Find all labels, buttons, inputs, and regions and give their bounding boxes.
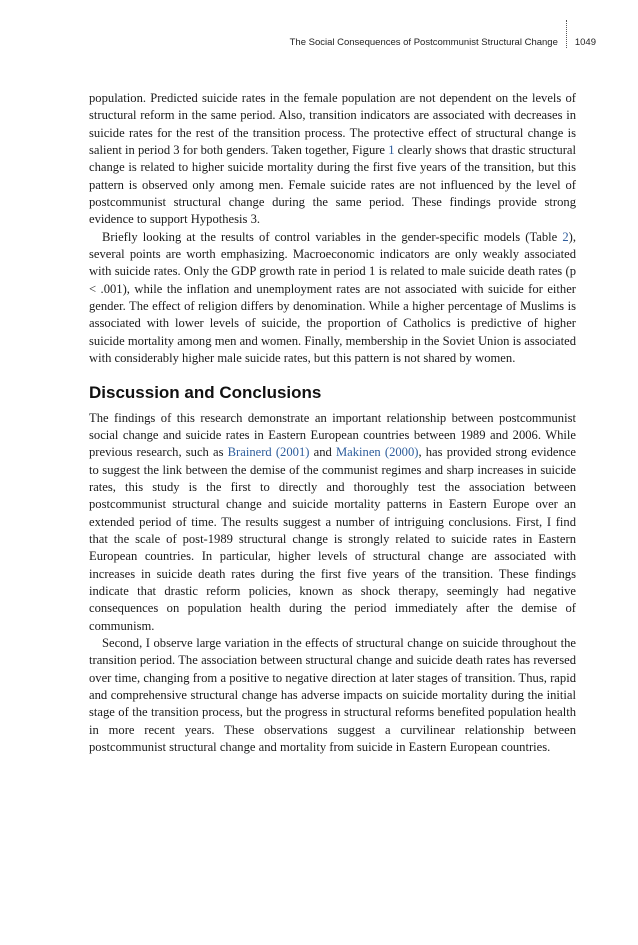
paragraph-4: Second, I observe large variation in the effects of structural change on suicide throughout the transition period. The association between structural change and suicide death rates has reversed over time, changing from a positive to negative direction at later stages of transition. Thus, rapid and comprehensive structural change has adverse impacts on suicide mortality during the initial stage of the transition process, but the progress in structural reforms benefited population health in more recent years. These observations suggest a curvilinear relationship between postcommunist structural change and mortality from suicide in Eastern European countries. bbox=[89, 635, 576, 755]
paragraph-2 bbox=[89, 229, 576, 368]
citation-brainerd-link[interactable]: Brainerd (2001) bbox=[227, 445, 310, 460]
paragraph-1-text-a: population. Predicted suicide rates in the female population are not dependent on the levels of structural reform in the same period. Also, transition indicators are associated with decreases in suicide rates for the rest of the transition process. The protective effect of structural change is salient in period 3 for both genders. Taken together, Figure bbox=[89, 91, 576, 158]
body-text bbox=[89, 90, 576, 756]
paragraph-2-text-a: Briefly looking at the results of control variables in the gender-specific models (Table bbox=[102, 229, 563, 244]
paragraph-2-text-b: ), several points are worth emphasizing. Macroeconomic indicators are only weakly associated with suicide rates. Only the GDP growth rate in period 1 is related to male suicide death rates (p < .001), while the inflation and unemployment rates are not associated with suicide for either gender. The effect of religion differs by denomination. While a higher percentage of Muslims is associated with lower levels of suicide, the proportion of Catholics is predictive of higher suicide mortality among men and women. Finally, membership in the Soviet Union is associated with considerably higher male suicide rates, but this pattern is not shared by women. bbox=[89, 229, 576, 366]
paragraph-1 bbox=[89, 90, 576, 229]
running-head bbox=[290, 37, 596, 48]
page-number: 1049 bbox=[574, 37, 596, 48]
table-2-link[interactable]: 2 bbox=[562, 229, 569, 244]
paragraph-1-text-b: clearly shows that drastic structural change is related to higher suicide mortality during the first five years of the transition, but this pattern is observed only among men. Female suicide rates are not influenced by the level of postcommunist structural change during the same period. These findings provide strong evidence to support Hypothesis 3. bbox=[89, 143, 576, 227]
paragraph-3-text-b: and bbox=[309, 445, 336, 460]
section-heading: Discussion and Conclusions bbox=[89, 382, 322, 402]
figure-1-link[interactable]: 1 bbox=[388, 143, 395, 158]
paragraph-3-text-a: The findings of this research demonstrate an important relationship between postcommunist social change and suicide rates in Eastern European countries between 1989 and 2006. While previous research, such as bbox=[89, 410, 576, 460]
running-head-title: The Social Consequences of Postcommunist Structural Change bbox=[289, 37, 558, 48]
paragraph-3 bbox=[89, 410, 576, 635]
paragraph-3-text-c: , has provided strong evidence to suggest the link between the demise of the communist regimes and sharp increases in suicide rates, this study is the first to directly and thoroughly test the association between postcommunist structural change and suicide mortality patterns in Eastern Europe over an extended period of time. The results suggest a number of intriguing conclusions. First, I find that the scale of post-1989 structural change is strongly related to suicide rates in Eastern European countries. In particular, higher levels of structural change are associated with increases in suicide death rates during the first five years of the transition. These findings indicate that drastic reform policies, known as shock therapy, seemingly had negative consequences on population health during the period immediately after the demise of communism. bbox=[89, 445, 576, 633]
citation-makinen-link[interactable]: Makinen (2000) bbox=[335, 445, 419, 460]
